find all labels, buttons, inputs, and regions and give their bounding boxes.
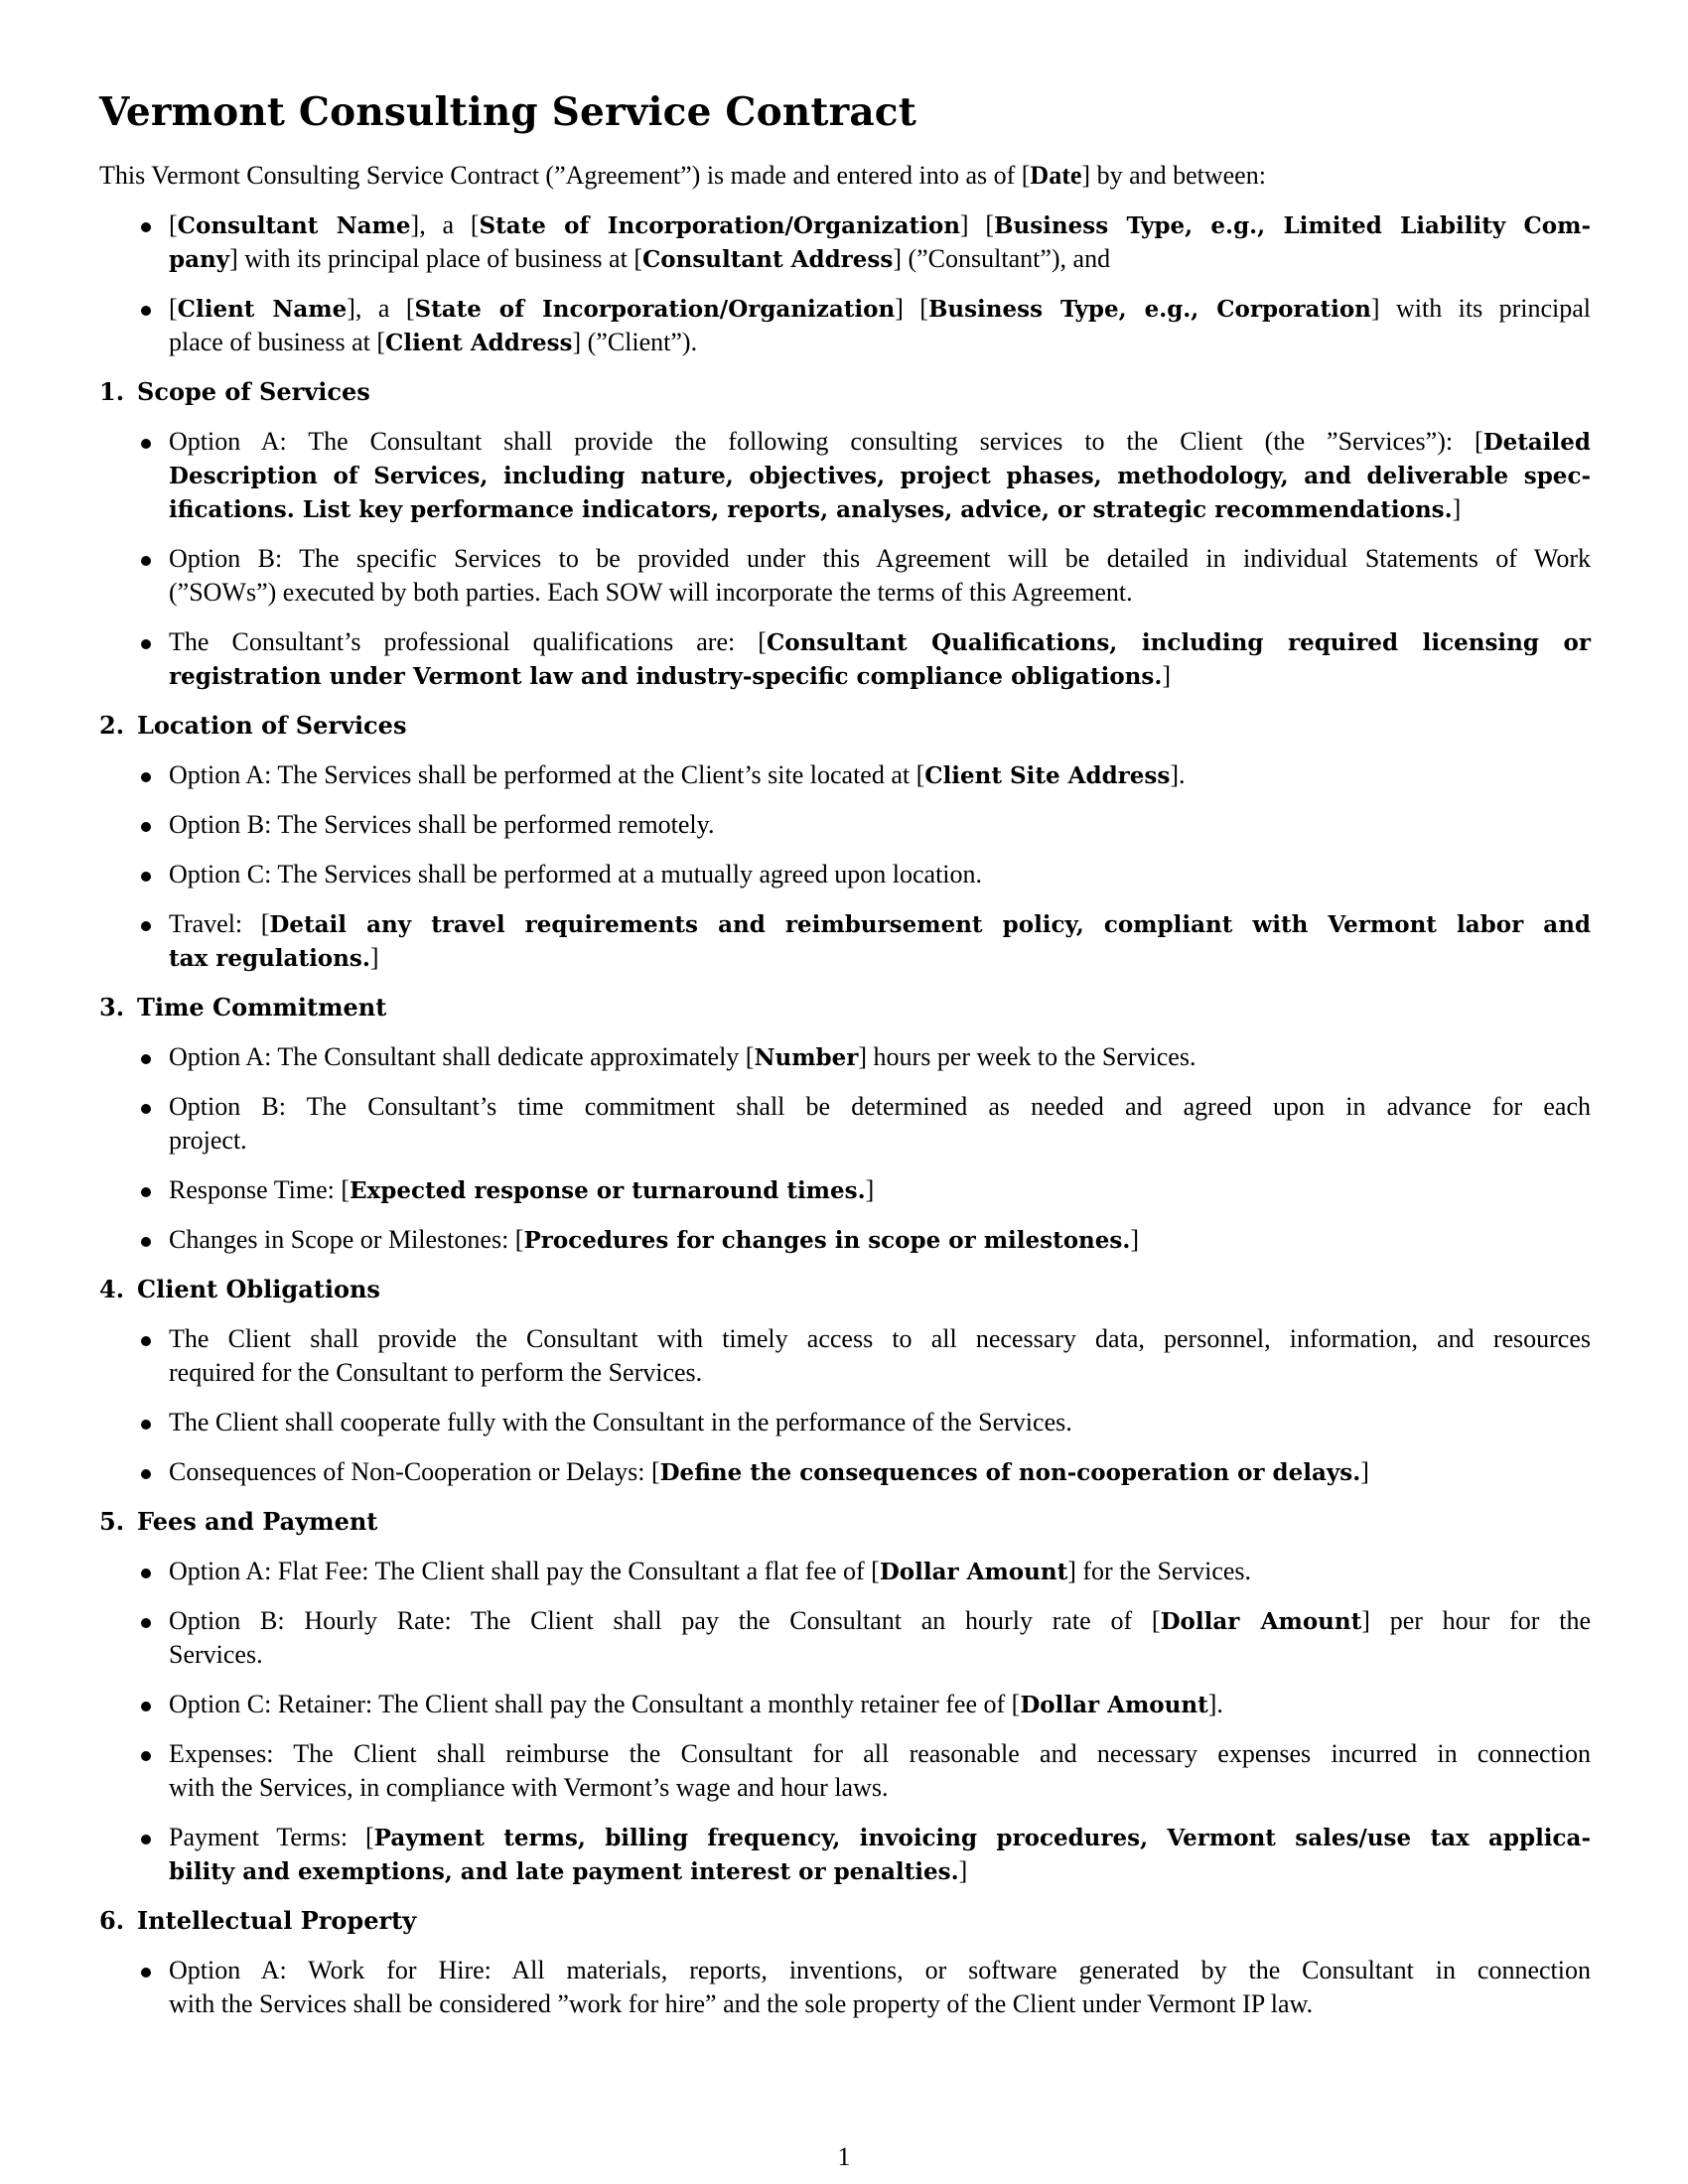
bullet-dot (141, 1569, 151, 1578)
clause-line (169, 576, 1591, 610)
text-run: (”SOWs”) executed by both parties. Each SOW will incorporate the terms of this Agreement. (169, 578, 1133, 607)
text-run: ] (1162, 661, 1172, 690)
text-run: Option C: The Services shall be performed at a mutually agreed upon location. (169, 860, 983, 888)
section-number: 1. (99, 377, 125, 406)
clause-line (169, 326, 1591, 360)
bullet-dot (141, 1702, 151, 1711)
section-number: 3. (99, 993, 125, 1022)
text-run: Option B: The Services shall be performed remotely. (169, 810, 715, 839)
bullet-dot (141, 1835, 151, 1844)
text-run: Option A: The Consultant shall dedicate approximately [ (169, 1042, 755, 1071)
text-run: ], a [ (347, 294, 415, 323)
clause-line (169, 907, 1591, 942)
clause-line (169, 625, 1591, 660)
text-run: Option A: Work for Hire: All materials, reports, inventions, or software generated by the Consultant in connection (169, 1956, 1591, 1984)
clause-line (169, 1854, 1591, 1889)
placeholder-field: State of Incorporation/Organization (479, 212, 960, 239)
placeholder-field: Client Address (385, 330, 573, 356)
text-run: ]. (1170, 760, 1186, 789)
clause-line (169, 292, 1591, 327)
clause-line (169, 1638, 1591, 1672)
placeholder-field: Payment terms, billing frequency, invoicing procedures, Vermont sales/use tax applica- (373, 1825, 1591, 1851)
text-run: This Vermont Consulting Service Contract (”Agreement”) is made and entered into as of [ (99, 161, 1031, 190)
section-number: 5. (99, 1507, 125, 1536)
placeholder-field: Expected response or turnaround times. (350, 1177, 866, 1204)
section-heading (99, 1904, 416, 1938)
placeholder-field: Business Type, e.g., Limited Liability Com- (994, 212, 1592, 239)
clause-line (169, 758, 1591, 793)
bullet-dot (141, 1054, 151, 1064)
bullet-dot (141, 772, 151, 782)
section-title: Scope of Services (137, 377, 370, 406)
section-title: Fees and Payment (137, 1507, 378, 1536)
text-run: ] per hour for the (1361, 1606, 1591, 1635)
clause-line (169, 808, 1591, 842)
text-run: Response Time: [ (169, 1175, 351, 1204)
clause-line (169, 1406, 1591, 1439)
bullet-dot (141, 1618, 151, 1628)
text-run: Option A: The Consultant shall provide the following consulting services to the Client (the ”Services”): [ (169, 427, 1483, 456)
bullet-dot (141, 1469, 151, 1479)
page-title: Vermont Consulting Service Contract (99, 89, 916, 135)
placeholder-field: State of Incorporation/Organization (414, 296, 896, 323)
text-run: ], a [ (410, 210, 480, 239)
text-run: Option A: Flat Fee: The Client shall pay the Consultant a flat fee of [ (169, 1557, 880, 1585)
text-run: ] by and between: (1081, 161, 1266, 190)
placeholder-field: Define the consequences of non-cooperation or delays. (659, 1459, 1361, 1486)
text-run: Services. (169, 1640, 263, 1669)
intro-paragraph (99, 159, 1266, 193)
text-run: ] (1360, 1457, 1369, 1486)
text-run: project. (169, 1126, 247, 1155)
page-number: 1 (837, 2142, 851, 2171)
clause-line (169, 1124, 1591, 1158)
placeholder-field: Date (1030, 161, 1082, 190)
placeholder-field: Dollar Amount (879, 1559, 1068, 1585)
text-run: ] (865, 1175, 875, 1204)
section-title: Location of Services (137, 711, 407, 740)
text-run: ] with its principal place of business at [ (229, 244, 642, 273)
text-run: ] [ (895, 294, 928, 323)
text-run: ] (369, 943, 379, 972)
text-run: required for the Consultant to perform the Services. (169, 1358, 703, 1387)
placeholder-field: Dollar Amount (1160, 1608, 1362, 1635)
placeholder-field: Business Type, e.g., Corporation (927, 296, 1371, 323)
text-run: [ (169, 210, 178, 239)
clause-line (169, 941, 1591, 976)
bullet-dot (141, 639, 151, 649)
placeholder-field: tax regulations. (169, 945, 370, 972)
clause-line (169, 208, 1591, 243)
text-run: Changes in Scope or Milestones: [ (169, 1225, 524, 1254)
clause-line (169, 659, 1591, 694)
text-run: Travel: [ (169, 909, 270, 938)
placeholder-field: Consultant Name (177, 212, 411, 239)
text-run: ] (1452, 494, 1462, 523)
text-run: [ (169, 294, 178, 323)
text-run: Option B: Hourly Rate: The Client shall pay the Consultant an hourly rate of [ (169, 1606, 1161, 1635)
bullet-dot (141, 1420, 151, 1430)
section-heading (99, 709, 406, 743)
placeholder-field: Consultant Qualifications, including required licensing or (766, 629, 1591, 656)
placeholder-field: Dollar Amount (1020, 1692, 1208, 1718)
bullet-dot (141, 1237, 151, 1247)
text-run: Payment Terms: [ (169, 1823, 374, 1851)
placeholder-field: Procedures for changes in scope or milestones. (523, 1227, 1131, 1254)
text-run: ] hours per week to the Services. (858, 1042, 1196, 1071)
placeholder-field: ifications. List key performance indicators, reports, analyses, advice, or strategic recommendations. (169, 496, 1453, 523)
clause-line (169, 1223, 1591, 1258)
clause-line (169, 1737, 1591, 1771)
bullet-dot (141, 439, 151, 449)
section-title: Client Obligations (137, 1275, 380, 1303)
text-run: Consequences of Non-Cooperation or Delays: [ (169, 1457, 660, 1486)
placeholder-field: Description of Services, including nature, objectives, project phases, methodology, and deliverable spec- (169, 463, 1591, 489)
clause-line (169, 492, 1591, 527)
section-title: Intellectual Property (137, 1906, 417, 1935)
section-heading (99, 375, 370, 409)
bullet-dot (141, 222, 151, 232)
text-run: with the Services, in compliance with Vermont’s wage and hour laws. (169, 1773, 889, 1802)
clause-line (169, 1455, 1591, 1490)
placeholder-field: Detail any travel requirements and reimbursement policy, compliant with Vermont labor and (269, 911, 1592, 938)
section-heading (99, 1505, 377, 1539)
text-run: place of business at [ (169, 328, 386, 356)
placeholder-field: Consultant Address (641, 246, 894, 273)
text-run: The Client shall cooperate fully with the Consultant in the performance of the Services. (169, 1408, 1072, 1436)
text-run: ] [ (959, 210, 995, 239)
bullet-dot (141, 556, 151, 566)
clause-line (169, 425, 1591, 460)
bullet-dot (141, 822, 151, 832)
bullet-dot (141, 1968, 151, 1978)
clause-line (169, 1356, 1591, 1390)
text-run: ] (1130, 1225, 1140, 1254)
section-number: 6. (99, 1906, 125, 1935)
text-run: The Consultant’s professional qualifications are: [ (169, 627, 767, 656)
section-number: 4. (99, 1275, 125, 1303)
clause-line (169, 1090, 1591, 1124)
bullet-dot (141, 921, 151, 931)
placeholder-field: Client Site Address (924, 762, 1171, 789)
clause-line (169, 1771, 1591, 1805)
clause-line (169, 1821, 1591, 1855)
clause-line (169, 1954, 1591, 1987)
placeholder-field: Detailed (1482, 429, 1591, 456)
text-run: ]. (1207, 1690, 1223, 1718)
section-number: 2. (99, 711, 125, 740)
clause-line (169, 459, 1591, 493)
clause-line (169, 858, 1591, 891)
text-run: Expenses: The Client shall reimburse the Consultant for all reasonable and necessary expenses incurred in connection (169, 1739, 1591, 1768)
text-run: ] with its principal (1370, 294, 1592, 323)
text-run: ] (”Client”). (572, 328, 698, 356)
bullet-dot (141, 306, 151, 316)
text-run: ] (958, 1856, 968, 1885)
bullet-dot (141, 1187, 151, 1197)
clause-line (169, 542, 1591, 576)
text-run: ] for the Services. (1067, 1557, 1252, 1585)
section-title: Time Commitment (137, 993, 387, 1022)
clause-line (169, 1322, 1591, 1356)
clause-line (169, 1987, 1591, 2021)
bullet-dot (141, 1751, 151, 1761)
clause-line (169, 242, 1591, 277)
placeholder-field: Client Name (177, 296, 348, 323)
section-heading (99, 991, 386, 1024)
text-run: with the Services shall be considered ”work for hire” and the sole property of the Client under Vermont IP law. (169, 1989, 1314, 2018)
placeholder-field: pany (169, 246, 230, 273)
text-run: Option B: The Consultant’s time commitment shall be determined as needed and agreed upon in advance for each (169, 1092, 1591, 1121)
text-run: Option B: The specific Services to be provided under this Agreement will be detailed in individual Statements of Work (169, 544, 1591, 573)
clause-line (169, 1173, 1591, 1208)
bullet-dot (141, 1104, 151, 1114)
bullet-dot (141, 1336, 151, 1346)
text-run: The Client shall provide the Consultant with timely access to all necessary data, personnel, information, and resources (169, 1324, 1591, 1353)
placeholder-field: bility and exemptions, and late payment interest or penalties. (169, 1858, 959, 1885)
text-run: Option C: Retainer: The Client shall pay the Consultant a monthly retainer fee of [ (169, 1690, 1021, 1718)
clause-line (169, 1555, 1591, 1589)
placeholder-field: Number (754, 1044, 859, 1071)
section-heading (99, 1273, 380, 1306)
clause-line (169, 1604, 1591, 1639)
placeholder-field: registration under Vermont law and industry-specific compliance obligations. (169, 663, 1163, 690)
clause-line (169, 1688, 1591, 1722)
bullet-dot (141, 872, 151, 882)
text-run: Option A: The Services shall be performed at the Client’s site located at [ (169, 760, 925, 789)
clause-line (169, 1040, 1591, 1075)
text-run: ] (”Consultant”), and (893, 244, 1111, 273)
